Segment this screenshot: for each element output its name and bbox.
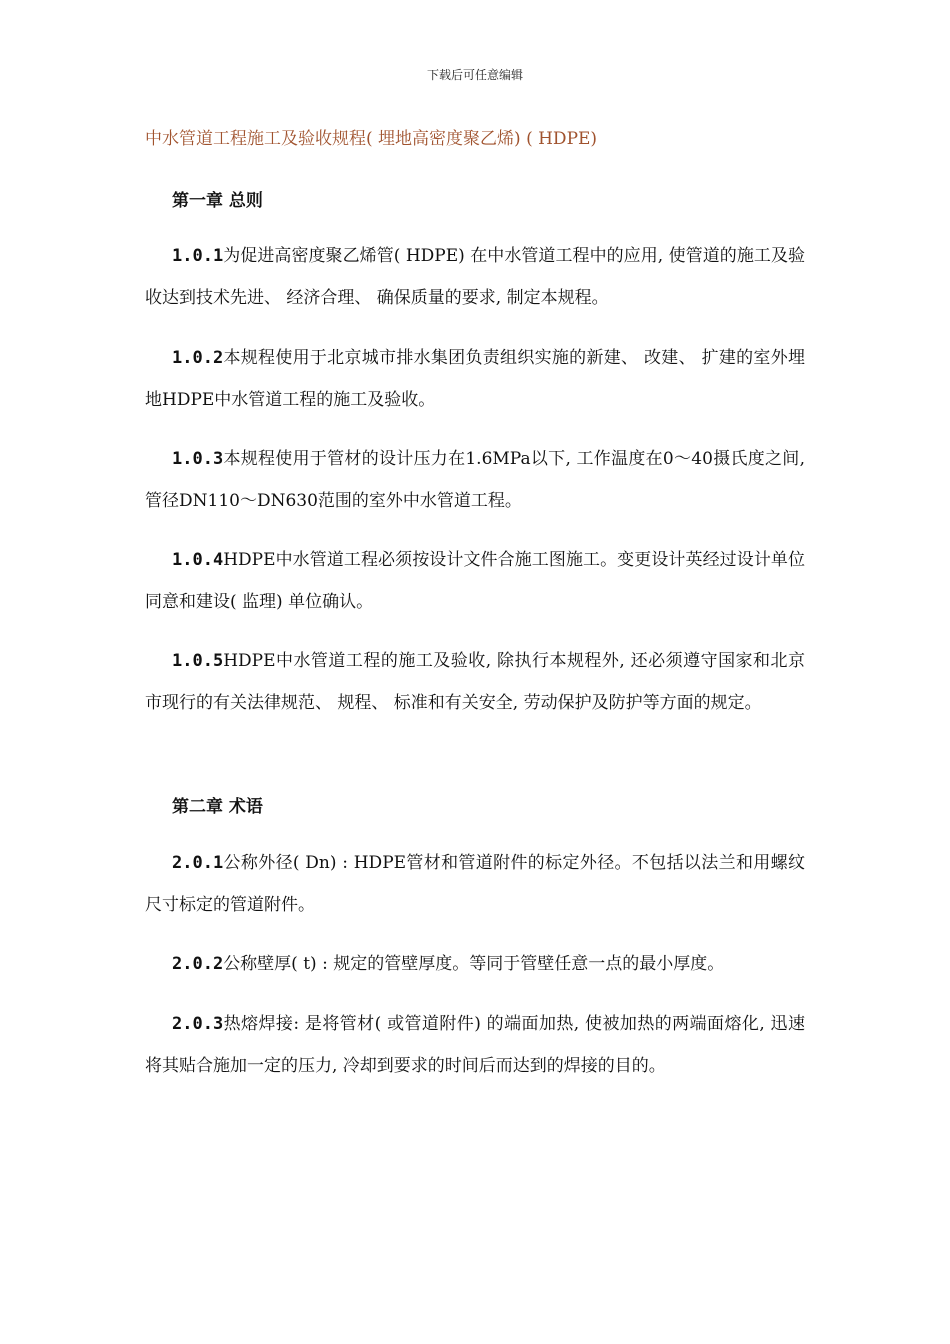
clause-text: 公称壁厚( t) : 规定的管壁厚度。等同于管壁任意一点的最小厚度。 xyxy=(223,954,725,974)
clause-text: 为促进高密度聚乙烯管( HDPE) 在中水管道工程中的应用, 使管道的施工及验收达到技术先进、 经济合理、 确保质量的要求, 制定本规程。 xyxy=(145,246,805,308)
clause-number: 2.0.3 xyxy=(172,1014,224,1034)
chapter-heading-1: 第一章 总则 xyxy=(172,191,263,211)
clause-number: 1.0.5 xyxy=(172,651,224,671)
clause-text: 公称外径( Dn) : HDPE管材和管道附件的标定外径。不包括以法兰和用螺纹尺寸标定的管道附件。 xyxy=(145,853,805,915)
clause-2-0-1 xyxy=(145,842,805,926)
page-header: 下载后可任意编辑 xyxy=(426,68,523,82)
clause-text: HDPE中水管道工程的施工及验收, 除执行本规程外, 还必须遵守国家和北京市现行的有关法律规范、 规程、 标准和有关安全, 劳动保护及防护等方面的规定。 xyxy=(145,651,805,713)
clause-text: 本规程使用于北京城市排水集团负责组织实施的新建、 改建、 扩建的室外埋地HDPE中水管道工程的施工及验收。 xyxy=(145,348,805,410)
clause-1-0-5 xyxy=(145,640,805,724)
clause-2-0-2 xyxy=(145,943,805,985)
clause-1-0-3 xyxy=(145,438,805,522)
clause-number: 1.0.1 xyxy=(172,246,224,266)
document-title: 中水管道工程施工及验收规程( 埋地高密度聚乙烯) ( HDPE) xyxy=(145,129,598,149)
clause-text: 热熔焊接: 是将管材( 或管道附件) 的端面加热, 使被加热的两端面熔化, 迅速将其贴合施加一定的压力, 冷却到要求的时间后而达到的焊接的目的。 xyxy=(145,1014,805,1076)
clause-text: 本规程使用于管材的设计压力在1.6MPa以下, 工作温度在0～40摄氏度之间, 管径DN110～DN630范围的室外中水管道工程。 xyxy=(145,449,805,511)
clause-number: 2.0.2 xyxy=(172,954,224,974)
clause-number: 1.0.4 xyxy=(172,550,224,570)
clause-number: 2.0.1 xyxy=(172,853,224,873)
clause-number: 1.0.2 xyxy=(172,348,224,368)
clause-1-0-2 xyxy=(145,337,805,421)
clause-2-0-3 xyxy=(145,1003,805,1087)
clause-text: HDPE中水管道工程必须按设计文件合施工图施工。变更设计英经过设计单位同意和建设( 监理) 单位确认。 xyxy=(145,550,805,612)
clause-1-0-4 xyxy=(145,539,805,623)
clause-1-0-1 xyxy=(145,235,805,319)
chapter-heading-2: 第二章 术语 xyxy=(172,797,263,817)
clause-number: 1.0.3 xyxy=(172,449,224,469)
